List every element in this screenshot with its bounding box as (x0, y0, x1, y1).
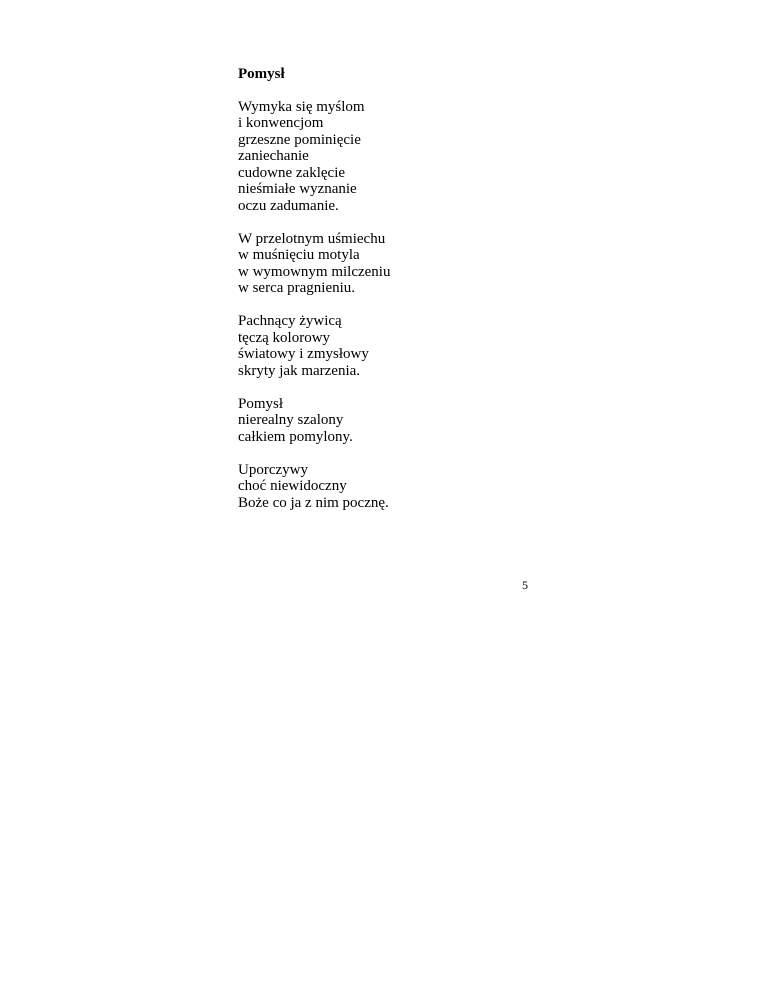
stanza-2 (238, 231, 568, 297)
poem-line: światowy i zmysłowy (238, 346, 369, 362)
poem-line: Wymyka się myślom (238, 98, 365, 115)
poem-line: oczu zadumanie. (238, 197, 339, 214)
poem-line: W przelotnym uśmiechu (238, 230, 386, 247)
poem-line: grzeszne pominięcie (238, 131, 361, 148)
poem-line: nieśmiałe wyznanie (238, 181, 357, 197)
poem-line: całkiem pomylony. (238, 428, 353, 445)
stanza-4 (238, 396, 568, 446)
poem-line: nierealny szalony (238, 412, 344, 428)
poem-line: tęczą kolorowy (238, 329, 331, 346)
poem-line: skryty jak marzenia. (238, 362, 361, 379)
poem-line: Uporczywy (238, 461, 308, 478)
poem-title: Pomysł (238, 66, 285, 82)
poem-line: choć niewidoczny (238, 478, 347, 494)
poem-line: cudowne zaklęcie (238, 164, 346, 181)
poem-line: Boże co ja z nim pocznę. (238, 494, 389, 511)
poem-line: Pachnący żywicą (238, 313, 342, 329)
poem-line: w wymownym milczeniu (238, 263, 391, 280)
page-number: 5 (522, 578, 528, 592)
poem-line: Pomysł (238, 395, 284, 412)
poem-line: w muśnięciu motyla (238, 247, 360, 263)
stanza-3 (238, 313, 568, 379)
poem-line: zaniechanie (238, 148, 309, 164)
poem (238, 66, 568, 528)
poem-line: i konwencjom (238, 115, 324, 131)
stanza-1 (238, 99, 568, 215)
stanza-5 (238, 462, 568, 512)
poem-line: w serca pragnieniu. (238, 280, 356, 296)
